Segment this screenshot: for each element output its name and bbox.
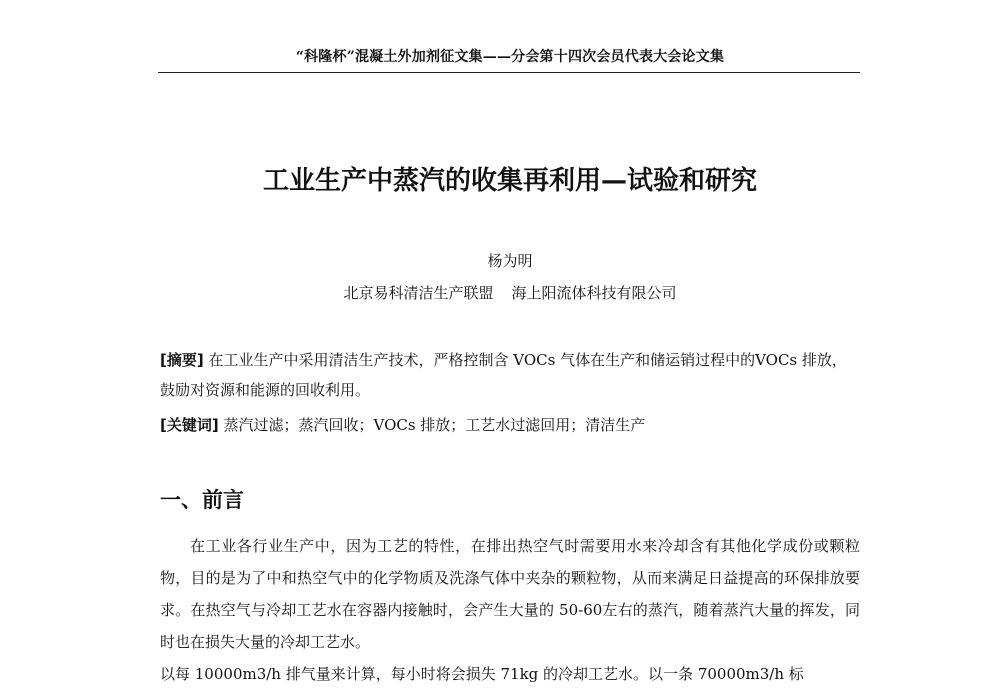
keywords-block [160, 410, 860, 440]
running-header: “科隆杯”混凝土外加剂征文集——分会第十四次会员代表大会论文集 [295, 49, 725, 65]
section-heading: 一、前言 [160, 488, 244, 512]
body-paragraph-2: 以每 10000m3/h 排气量来计算，每小时将会损失 71kg 的冷却工艺水。以一条 70000m3/h 标 [160, 665, 804, 683]
affiliation-2: 海上阳流体科技有限公司 [511, 284, 677, 302]
abstract-text: 在工业生产中采用清洁生产技术，严格控制含 VOCs 气体在生产和储运销过程中的VOCs 排放，鼓励对资源和能源的回收利用。 [160, 351, 847, 399]
abstract-label: [摘要] [160, 351, 204, 369]
author-name: 杨为明 [487, 252, 533, 270]
body-paragraph-1: 在工业各行业生产中，因为工艺的特性，在排出热空气时需要用水来冷却含有其他化学成份或颗粒物，目的是为了中和热空气中的化学物质及洗涤气体中夹杂的颗粒物，从而来满足日益提高的环保排放要求。在热空气与冷却工艺水在容器内接触时，会产生大量的 50-60左右的蒸汽，随着蒸汽大量的挥发，同时也在损失大量的冷却工艺水。 [160, 537, 860, 651]
body-text [160, 530, 860, 690]
keywords-label: [关键词] [160, 416, 219, 434]
header-rule [158, 72, 860, 73]
affiliation-1: 北京易科清洁生产联盟 [343, 284, 494, 302]
keywords-text: 蒸汽过滤；蒸汽回收；VOCs 排放；工艺水过滤回用；清洁生产 [223, 416, 646, 434]
affiliation [160, 282, 860, 303]
paper-title: 工业生产中蒸汽的收集再利用—试验和研究 [262, 166, 757, 196]
abstract-block [160, 345, 860, 405]
